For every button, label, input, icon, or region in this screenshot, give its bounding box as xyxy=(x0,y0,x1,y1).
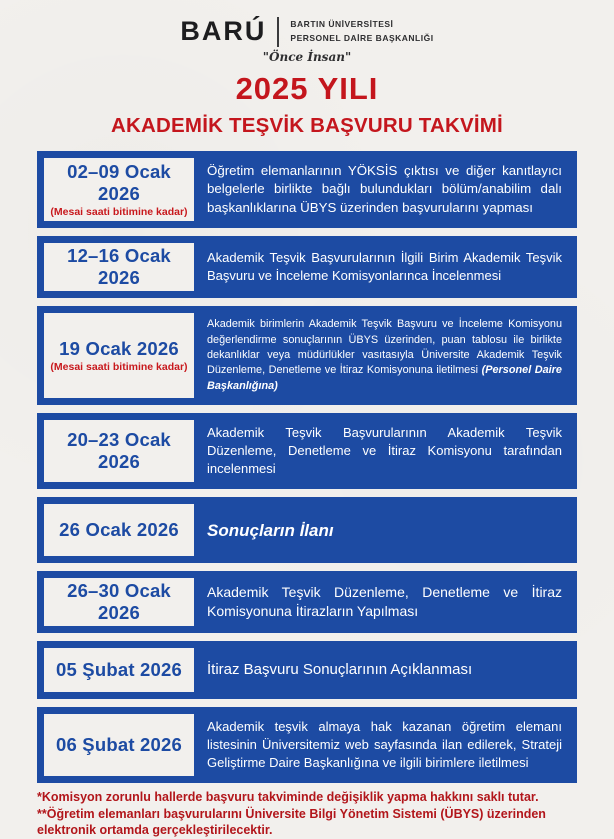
description-text: Akademik Teşvik Düzenleme, Denetleme ve İtiraz Komisyonuna İtirazların Yapılması xyxy=(207,583,562,620)
page-title-subject: AKADEMİK TEŞVİK BAŞVURU TAKVİMİ xyxy=(111,114,503,137)
calendar-row xyxy=(37,413,577,489)
footnotes xyxy=(37,789,577,839)
description-text: Akademik Teşvik Başvurularının İlgili Birim Akademik Teşvik Başvuru ve İnceleme Komisyonlarınca İncelenmesi xyxy=(207,250,562,284)
date-range: 20–23 Ocak 2026 xyxy=(67,429,171,473)
row-description xyxy=(194,420,570,482)
calendar-row xyxy=(37,497,577,563)
university-header xyxy=(37,16,577,47)
row-description xyxy=(194,158,570,221)
calendar-row xyxy=(37,571,577,633)
description-text: Akademik Teşvik Başvurularının Akademik Teşvik Düzenleme, Denetleme ve İtiraz Komisyonu tarafından incelenmesi xyxy=(207,425,562,477)
logo-divider xyxy=(277,17,279,47)
date-box xyxy=(44,504,194,556)
description-text: Sonuçların İlanı xyxy=(207,520,334,540)
calendar-row xyxy=(37,641,577,699)
page-title-year: 2025 YILI xyxy=(235,71,379,106)
date-box xyxy=(44,243,194,291)
description-text: Öğretim elemanlarının YÖKSİS çıktısı ve diğer kanıtlayıcı belgelerle birlikte bağlı bulundukları bölüm/anabilim dalı başkanlıklarına ÜBYS üzerinden başvurularını yapması xyxy=(207,163,562,215)
org-name-block xyxy=(290,18,433,44)
row-description xyxy=(194,714,570,776)
date-box xyxy=(44,578,194,626)
date-range: 12–16 Ocak 2026 xyxy=(67,245,171,289)
date-box xyxy=(44,714,194,776)
university-motto: "Önce İnsan" xyxy=(262,50,352,64)
calendar-row xyxy=(37,707,577,783)
date-box xyxy=(44,313,194,398)
date-range: 26–30 Ocak 2026 xyxy=(67,580,171,624)
row-description xyxy=(194,243,570,291)
row-description xyxy=(194,578,570,626)
calendar-row xyxy=(37,236,577,298)
footnote-2: **Öğretim elemanları başvurularını Üniversite Bilgi Yönetim Sistemi (ÜBYS) üzerinden elektronik ortamda gerçekleştirilecektir. xyxy=(37,806,546,838)
calendar-row xyxy=(37,306,577,405)
date-range: 26 Ocak 2026 xyxy=(59,519,179,541)
org-name-line1: BARTIN ÜNİVERSİTESİ xyxy=(290,19,394,30)
date-deadline-note: (Mesai saati bitimine kadar) xyxy=(50,206,188,219)
description-emphasis: (Personel Daire Başkanlığına) xyxy=(207,364,562,392)
calendar-rows xyxy=(37,151,577,783)
row-description xyxy=(194,504,570,556)
footnote-1: *Komisyon zorunlu hallerde başvuru takviminde değişiklik yapma hakkını saklı tutar. xyxy=(37,790,539,805)
calendar-row xyxy=(37,151,577,228)
date-range: 05 Şubat 2026 xyxy=(55,659,182,681)
date-box xyxy=(44,158,194,221)
date-box xyxy=(44,648,194,692)
date-box xyxy=(44,420,194,482)
row-description xyxy=(194,648,570,692)
date-range: 06 Şubat 2026 xyxy=(55,734,182,756)
date-deadline-note: (Mesai saati bitimine kadar) xyxy=(50,361,188,374)
description-text: İtiraz Başvuru Sonuçlarının Açıklanması xyxy=(207,660,473,678)
university-logo: BARÚ xyxy=(180,16,267,46)
description-text: Akademik birimlerin Akademik Teşvik Başvuru ve İnceleme Komisyonu değerlendirme sonuçlarının ÜBYS üzerinden, puan tablosu ile birlikte dekanlıklar veya müdürlükler vasıtasıyla Üniversite Akademik Teşvik Düzenleme, Denetleme ve İtiraz Komisyonuna iletilmesi xyxy=(207,318,562,377)
org-name-line2: PERSONEL DAİRE BAŞKANLIĞI xyxy=(290,32,434,43)
date-range: 19 Ocak 2026 xyxy=(59,338,179,360)
description-text: Akademik teşvik almaya hak kazanan öğretim elemanı listesinin Üniversitemiz web sayfasında ilan edilerek, Strateji Geliştirme Daire Başkanlığına ve ilgili birimlere iletilmesi xyxy=(207,719,562,771)
row-description xyxy=(194,313,570,398)
date-range: 02–09 Ocak 2026 xyxy=(67,161,171,205)
